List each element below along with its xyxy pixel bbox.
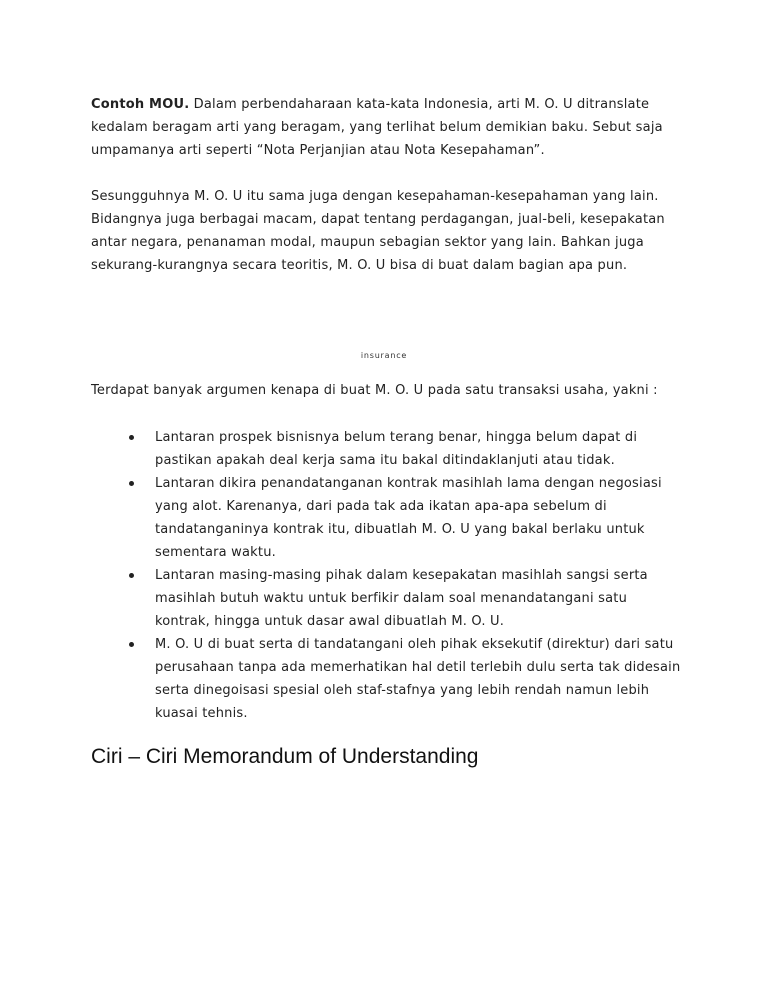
bullet-icon (129, 481, 134, 486)
intro-text: Dalam perbendaharaan kata-kata Indonesia, arti M. O. U ditranslate kedalam beragam arti yang beragam, yang terlihat belum demikian baku. Sebut saja umpamanya arti seperti “Nota Perjanjian atau Nota Kesepahaman”. (91, 97, 663, 158)
paragraph-3: Terdapat banyak argumen kenapa di buat M. O. U pada satu transaksi usaha, yakni : (91, 383, 658, 398)
section-heading: Ciri – Ciri Memorandum of Understanding (91, 745, 479, 768)
paragraph-2: Sesungguhnya M. O. U itu sama juga dengan kesepahaman-kesepahaman yang lain. Bidangnya juga berbagai macam, dapat tentang perdagangan, jual-beli, kesepakatan antar negara, penanaman modal, maupun sebagian sektor yang lain. Bahkan juga sekurang-kurangnya secara teoritis, M. O. U bisa di buat dalam bagian apa pun. (91, 189, 665, 273)
list-item-text: Lantaran prospek bisnisnya belum terang benar, hingga belum dapat di pastikan apakah deal kerja sama itu bakal ditindaklanjuti atau tidak. (155, 430, 638, 468)
list-item-text: Lantaran masing-masing pihak dalam kesepakatan masihlah sangsi serta masihlah butuh waktu untuk berfikir dalam soal menandatangani satu kontrak, hingga untuk dasar awal dibuatlah M. O. U. (155, 568, 648, 629)
intro-paragraph (91, 93, 691, 162)
reason-list (155, 426, 685, 725)
image-caption: insurance (360, 351, 408, 360)
list-item-text: Lantaran dikira penandatanganan kontrak masihlah lama dengan negosiasi yang alot. Karenanya, dari pada tak ada ikatan apa-apa sebelum di tandatanganinya kontrak itu, dibuatlah M. O. U yang bakal berlaku untuk sementara waktu. (155, 476, 662, 560)
bullet-icon (129, 573, 134, 578)
list-item (155, 472, 685, 564)
list-item (155, 633, 685, 725)
list-item (155, 564, 685, 633)
list-item (155, 426, 685, 472)
list-item-text: M. O. U di buat serta di tandatangani oleh pihak eksekutif (direktur) dari satu perusahaan tanpa ada memerhatikan hal detil terlebih dulu serta tak didesain serta dinegoisasi spesial oleh staf-stafnya yang lebih rendah namun lebih kuasai tehnis. (155, 637, 681, 721)
bullet-icon (129, 435, 134, 440)
intro-lead: Contoh MOU. (91, 97, 190, 112)
bullet-icon (129, 642, 134, 647)
